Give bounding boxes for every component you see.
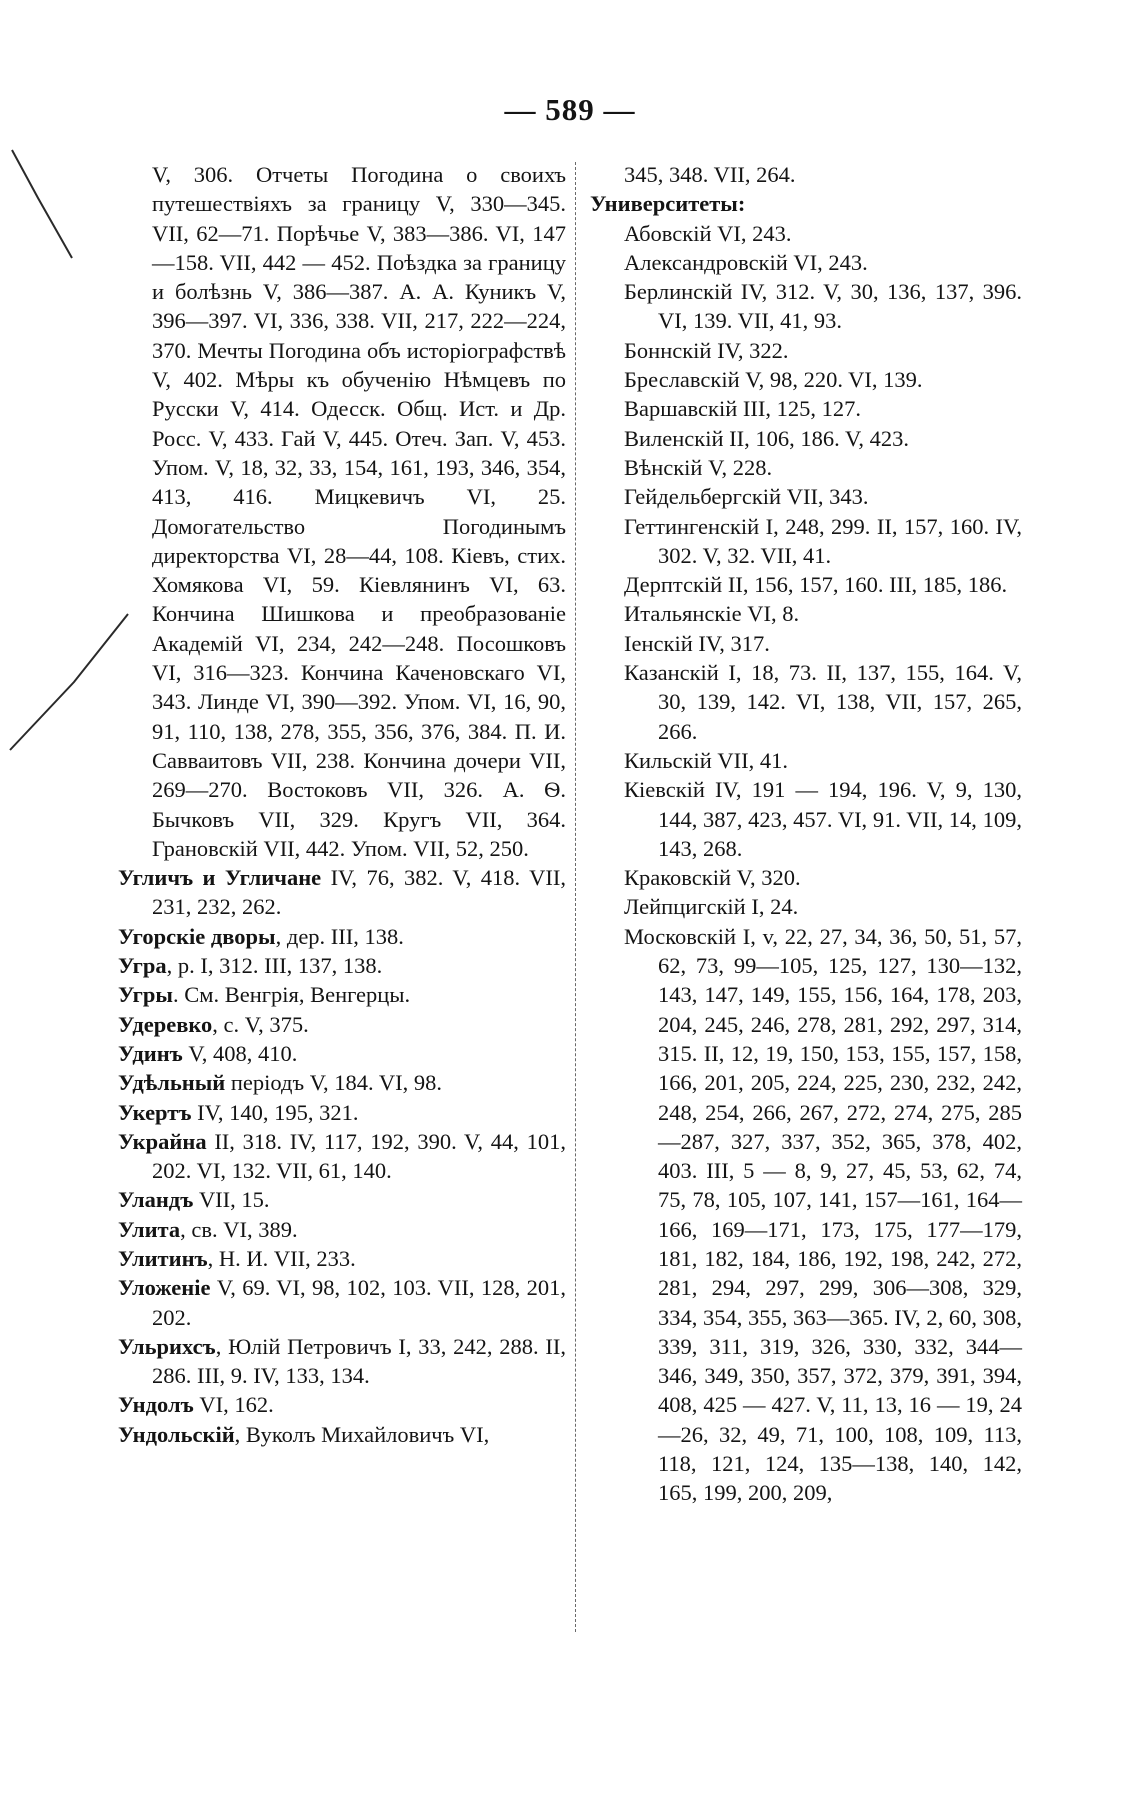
entry-heading: Уложеніе (118, 1275, 211, 1301)
index-entry (590, 570, 1022, 599)
index-entry (590, 746, 1022, 775)
entry-references: Кіевскій IV, 191 — 194, 196. V, 9, 130, 144, 387, 423, 457. VI, 91. VII, 14, 109, 143, 268. (624, 777, 1022, 861)
index-entry (590, 599, 1022, 628)
index-entry (118, 951, 566, 980)
index-entry (118, 863, 566, 922)
index-entry (118, 1039, 566, 1068)
entry-references: Варшавскій III, 125, 127. (624, 396, 861, 422)
entry-references: , с. V, 375. (212, 1011, 309, 1037)
entry-references: V, 306. Отчеты Погодина о своихъ путешествіяхъ за границу V, 330—345. VII, 62—71. Порѣчье V, 383—386. VI, 147—158. VII, 442 — 452. Поѣздка за границу и болѣзнь V, 386—387. А. А. Куникъ V, 396—397. VI, 336, 338. VII, 217, 222—224, 370. Мечты Погодина объ исторіографствѣ V, 402. Мѣры къ обученію Нѣмцевъ по Русски V, 414. Одесск. Общ. Ист. и Др. Росс. V, 433. Гай V, 445. Отеч. Зап. V, 453. Упом. V, 18, 32, 33, 154, 161, 193, 346, 354, 413, 416. Мицкевичъ VI, 25. Домогательство Погодинымъ директорства VI, 28—44, 108. Кіевъ, стих. Хомякова VI, 59. Кіевлянинъ VI, 63. Кончина Шишкова и преобразованіе Академій VI, 234, 242—248. Посошковъ VI, 316—323. Кончина Каченовскаго VI, 343. Линде VI, 390—392. Упом. VI, 16, 90, 91, 110, 138, 278, 355, 356, 376, 384. П. И. Савваитовъ VII, 238. Кончина дочери VII, 269—270. Востоковъ VII, 326. А. Ѳ. Бычковъ VII, 329. Кругъ VII, 364. Грановскій VII, 442. Упом. VII, 52, 250. (152, 162, 566, 861)
index-entry (118, 980, 566, 1009)
index-entry (590, 394, 1022, 423)
index-entry (118, 1244, 566, 1273)
entry-references: Дерптскій II, 156, 157, 160. III, 185, 186. (624, 572, 1008, 598)
entry-heading: Удеревко (118, 1011, 213, 1037)
entry-references: VII, 15. (193, 1187, 270, 1213)
page-number: — 589 — (504, 92, 636, 127)
entry-heading: Угличъ и Угличане (118, 865, 322, 891)
entry-references: , Вуколъ Михайловичъ VI, (234, 1421, 490, 1447)
entry-heading: Улитинъ (118, 1245, 208, 1271)
entry-references: Бреславскій V, 98, 220. VI, 139. (624, 367, 923, 393)
entry-references: Краковскій V, 320. (624, 865, 801, 891)
entry-heading: Угры (118, 982, 173, 1008)
index-entry (590, 424, 1022, 453)
entry-references: Берлинскій IV, 312. V, 30, 136, 137, 396. VI, 139. VII, 41, 93. (624, 279, 1022, 334)
entry-heading: Ундольскій (118, 1421, 235, 1447)
index-entry (118, 1273, 566, 1332)
left-column (118, 160, 566, 1449)
index-entry (590, 512, 1022, 571)
entry-references: Боннскій IV, 322. (624, 337, 789, 363)
index-entry (118, 922, 566, 951)
entry-references: , р. I, 312. III, 137, 138. (166, 953, 383, 979)
entry-references: , Юлій Петровичъ I, 33, 242, 288. II, 286. III, 9. IV, 133, 134. (152, 1333, 566, 1389)
index-entry (118, 1068, 566, 1097)
column-divider (575, 162, 576, 1632)
index-entry (590, 277, 1022, 336)
entry-references: V, 408, 410. (182, 1040, 298, 1066)
pencil-mark-top (0, 140, 80, 280)
index-entry (590, 336, 1022, 365)
pencil-mark-bottom (0, 600, 140, 760)
entry-references: II, 318. IV, 117, 192, 390. V, 44, 101, 202. VI, 132. VII, 61, 140. (152, 1128, 566, 1184)
index-entry (118, 1215, 566, 1244)
index-entry (590, 775, 1022, 863)
entry-references: V, 69. VI, 98, 102, 103. VII, 128, 201, 202. (152, 1275, 566, 1330)
index-entry (118, 1010, 566, 1039)
index-entry (590, 365, 1022, 394)
entry-references: Московскій I, v, 22, 27, 34, 36, 50, 51, 57, 62, 73, 99—105, 125, 127, 130—132, 143, 147, 149, 155, 156, 164, 178, 203, 204, 245, 246, 278, 281, 292, 297, 314, 315. II, 12, 19, 150, 153, 155, 157, 158, 166, 201, 205, 224, 225, 230, 232, 242, 248, 254, 266, 267, 272, 274, 275, 285—287, 327, 337, 352, 365, 378, 402, 403. III, 5 — 8, 9, 27, 45, 53, 62, 74, 75, 78, 105, 107, 141, 157—161, 164—166, 169—171, 173, 175, 177—179, 181, 182, 184, 186, 192, 198, 242, 272, 281, 294, 297, 299, 306—308, 329, 334, 354, 355, 363—365. IV, 2, 60, 308, 339, 311, 319, 326, 330, 332, 344—346, 349, 350, 357, 372, 379, 391, 394, 408, 425 — 427. V, 11, 13, 16 — 19, 24—26, 32, 49, 71, 100, 108, 109, 113, 118, 121, 124, 135—138, 140, 142, 165, 199, 200, 209, (624, 923, 1022, 1506)
entry-references: Итальянскіе VI, 8. (624, 601, 800, 627)
entry-references: IV, 140, 195, 321. (191, 1099, 359, 1125)
entry-heading: Украйна (118, 1128, 207, 1154)
index-entry (590, 482, 1022, 511)
entry-heading: Улита (118, 1216, 181, 1242)
entry-references: Гейдельбергскій VII, 343. (624, 484, 869, 510)
entry-references: Лейпцигскій I, 24. (624, 894, 799, 920)
entry-heading: Укертъ (118, 1099, 192, 1125)
entry-references: Іенскій IV, 317. (624, 630, 770, 656)
entry-references: Вѣнскій V, 228. (624, 454, 773, 480)
index-entry (118, 1098, 566, 1127)
entry-references: Геттингенскій I, 248, 299. II, 157, 160. IV, 302. V, 32. VII, 41. (624, 513, 1022, 568)
entry-heading: Удинъ (118, 1040, 183, 1066)
index-entry (590, 658, 1022, 746)
entry-references: Виленскій II, 106, 186. V, 423. (624, 425, 909, 451)
entry-heading: Угра (118, 953, 167, 979)
entry-heading: Университеты: (590, 191, 746, 217)
entry-heading: Уландъ (118, 1187, 194, 1213)
entry-heading: Удѣльный (118, 1070, 226, 1096)
index-entry (118, 1332, 566, 1391)
index-entry (590, 189, 1022, 218)
index-entry (590, 248, 1022, 277)
index-entry (118, 1390, 566, 1419)
entry-references: Абовскій VI, 243. (624, 220, 792, 246)
entry-references: , Н. И. VII, 233. (207, 1245, 356, 1271)
entry-references: Александровскій VI, 243. (624, 249, 868, 275)
entry-references: IV, 76, 382. V, 418. VII, 231, 232, 262. (152, 865, 566, 920)
entry-heading: Ундолъ (118, 1392, 194, 1418)
index-entry (590, 863, 1022, 892)
entry-heading: Угорскіе дворы (118, 923, 276, 949)
index-entry (590, 453, 1022, 482)
index-entry (118, 1420, 566, 1449)
index-entry (118, 1185, 566, 1214)
index-entry (118, 160, 566, 863)
index-entry (118, 1127, 566, 1186)
index-entry (590, 219, 1022, 248)
entry-references: періодъ V, 184. VI, 98. (225, 1070, 443, 1096)
index-entry (590, 922, 1022, 1508)
entry-references: VI, 162. (193, 1392, 274, 1418)
right-column (590, 160, 1022, 1508)
index-entry (590, 160, 1022, 189)
index-entry (590, 629, 1022, 658)
entry-references: , дер. III, 138. (275, 923, 404, 949)
index-entry (590, 892, 1022, 921)
entry-heading: Ульрихсъ (118, 1333, 216, 1359)
entry-references: Кильскій VII, 41. (624, 747, 788, 773)
entry-references: 345, 348. VII, 264. (624, 162, 796, 187)
entry-references: , св. VI, 389. (180, 1216, 298, 1242)
entry-references: Казанскій I, 18, 73. II, 137, 155, 164. V, 30, 139, 142. VI, 138, VII, 157, 265, 266. (624, 660, 1022, 744)
entry-references: . См. Венгрія, Венгерцы. (172, 982, 411, 1008)
